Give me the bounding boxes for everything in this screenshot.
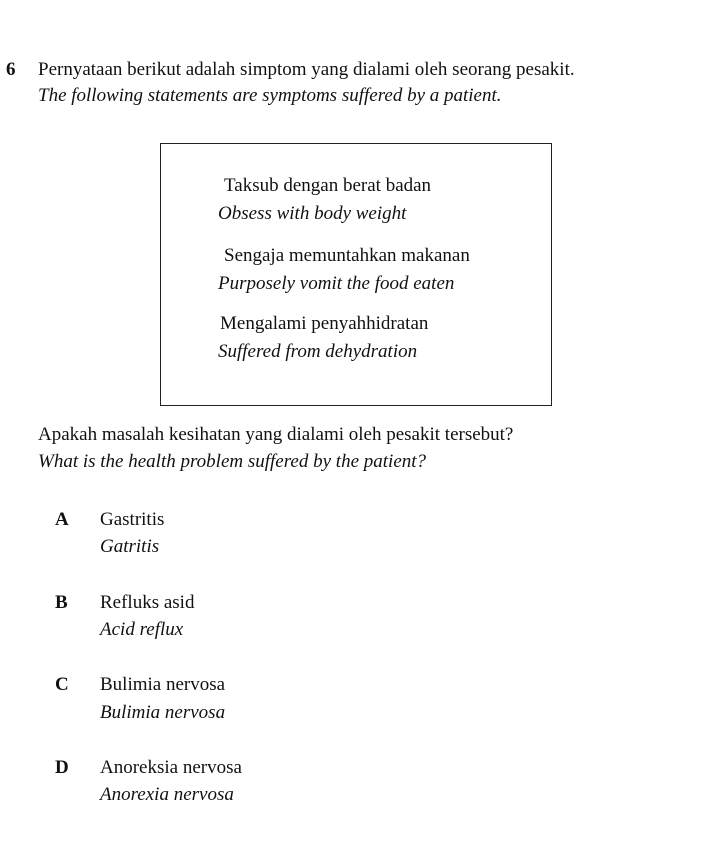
prompt-malay: Apakah masalah kesihatan yang dialami oleh pesakit tersebut? (38, 424, 514, 445)
option-english: Bulimia nervosa (100, 702, 226, 723)
symptom-2-english: Purposely vomit the food eaten (218, 273, 455, 294)
option-malay: Refluks asid (100, 592, 195, 613)
option-letter: A (55, 509, 69, 530)
option-english: Anorexia nervosa (100, 784, 234, 805)
option-malay: Gastritis (100, 509, 165, 530)
stem-malay: Pernyataan berikut adalah simptom yang dialami oleh seorang pesakit. (38, 59, 575, 80)
stem-english: The following statements are symptoms suffered by a patient. (38, 85, 502, 106)
option-letter: D (55, 757, 69, 778)
option-malay: Bulimia nervosa (100, 674, 226, 695)
symptom-3-english: Suffered from dehydration (218, 341, 418, 362)
question-number: 6 (6, 59, 16, 80)
option-english: Gatritis (100, 536, 160, 557)
prompt-english: What is the health problem suffered by the patient? (38, 451, 427, 472)
symptom-2-malay: Sengaja memuntahkan makanan (224, 245, 470, 266)
symptom-1-english: Obsess with body weight (218, 203, 407, 224)
option-english: Acid reflux (100, 619, 184, 640)
option-malay: Anoreksia nervosa (100, 757, 242, 778)
symptom-1-malay: Taksub dengan berat badan (224, 175, 432, 196)
option-letter: C (55, 674, 69, 695)
symptom-3-malay: Mengalami penyahhidratan (220, 313, 429, 334)
option-letter: B (55, 592, 68, 613)
